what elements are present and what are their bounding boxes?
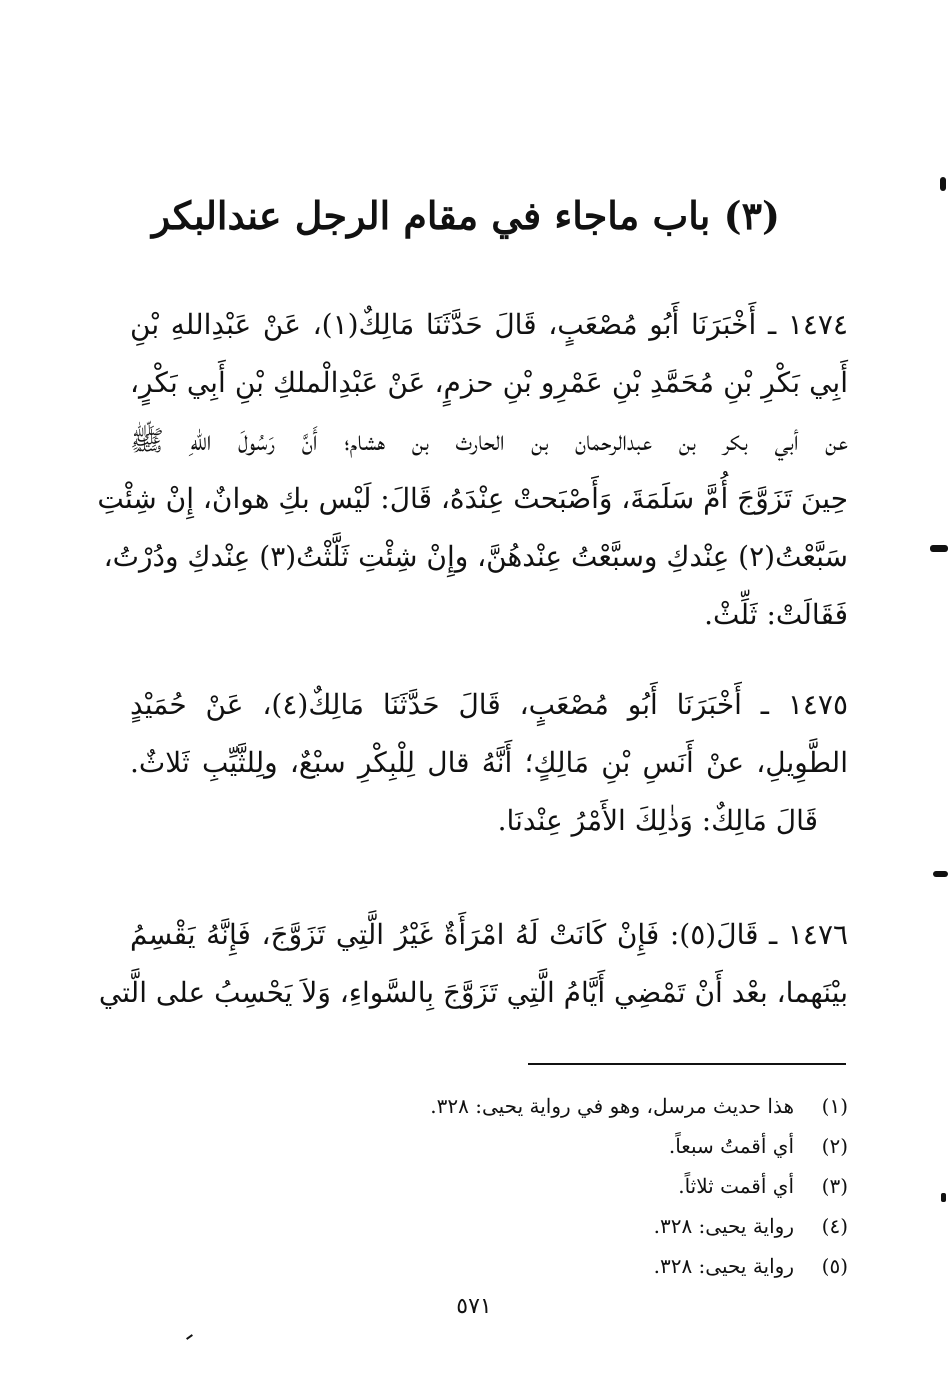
footnote (328, 1166, 848, 1206)
text-line: فَقَالَتْ: ثَلِّثْ. (704, 598, 848, 631)
footnote-text: أي أقمت ثلاثاً. (678, 1174, 794, 1198)
footnote-number: (٤) (821, 1214, 848, 1238)
text-line: عن أبي بكر بن عبدالرحمان بن الحارث بن هشام؛ أَنَّ رَسُولَ اللهِ ﷺ (130, 424, 848, 457)
hadith-1475 (130, 676, 848, 850)
footnote-number: (١) (821, 1094, 848, 1118)
page-number: ٥٧١ (456, 1294, 492, 1319)
footnote-text: رواية يحيى: ٣٢٨. (653, 1214, 794, 1238)
footnote (328, 1206, 848, 1246)
footnote-text: هذا حديث مرسل، وهو في رواية يحيى: ٣٢٨. (430, 1094, 794, 1118)
footnote-number: (٣) (821, 1174, 848, 1198)
scan-mark (940, 177, 946, 191)
text-line: ١٤٧٥ ـ أَخْبَرَنَا أَبُو مُصْعَبٍ، قَالَ حَدَّثَنَا مَالِكٌ(٤)، عَنْ حُمَيْدٍ (130, 688, 848, 721)
text-line: ١٤٧٤ ـ أَخْبَرَنَا أَبُو مُصْعَبٍ، قَالَ حَدَّثَنَا مَالِكٌ(١)، عَنْ عَبْدِاللهِ بْنِ (130, 308, 848, 341)
chapter-title: (٣) باب ماجاء في مقام الرجل عندالبكر (151, 193, 780, 238)
footnote (328, 1086, 848, 1126)
footnote-divider (528, 1063, 846, 1065)
hadith-1474 (97, 296, 848, 644)
text-line: بيْنَهما، بعْد أَنْ تَمْضِي أَيَّامُ الَّتِي تَزَوَّجَ بِالسَّواءِ، وَلاَ يَحْسِبُ على الَّتي (98, 976, 848, 1009)
text-line: الطَّوِيلِ، عنْ أَنَسِ بْنِ مَالِكٍ؛ أَنَّهُ قال لِلْبِكْرِ سبْعٌ، ولِلثَّيِّبِ ثَلاثٌ. (130, 746, 848, 779)
scan-mark (930, 545, 948, 552)
text-line: سَبَّعْتُ(٢) عِنْدكِ وسبَّعْتُ عِنْدهُنَّ، وإِنْ شِئْتِ ثَلَّثْتُ(٣) عِنْدكِ ودُرْتُ، (103, 540, 848, 573)
hadith-1476 (98, 906, 849, 1022)
footnote-text: رواية يحيى: ٣٢٨. (653, 1254, 794, 1278)
footnote-number: (٢) (821, 1134, 848, 1158)
footnote-text: أي أقمتُ سبعاً. (668, 1134, 794, 1158)
text-line: ١٤٧٦ ـ قَالَ(٥): فَإِنْ كَانَتْ لَهُ امْرَأَةٌ غَيْرُ الَّتِي تَزَوَّجَ، فَإِنَّهُ يَقْسِمُ (130, 918, 849, 951)
footnotes (328, 1086, 848, 1286)
text-line: قَالَ مَالِكٌ: وَذٰلِكَ الأَمْرُ عِنْدنَا. (497, 804, 818, 837)
text-line: حِينَ تَزَوَّجَ أُمَّ سَلَمَةَ، وَأَصْبَحتْ عِنْدَهُ، قَالَ: لَيْس بكِ هوانٌ، إِنْ شِئْتِ (97, 482, 848, 515)
footnote-number: (٥) (821, 1254, 848, 1278)
scan-mark (933, 871, 948, 877)
scan-mark (941, 1193, 946, 1202)
footnote (328, 1246, 848, 1286)
scan-mark (186, 1334, 193, 1340)
footnote (328, 1126, 848, 1166)
text-line: أَبِي بَكْرِ بْنِ مُحَمَّدِ بْنِ عَمْرِو بْنِ حزمٍ، عَنْ عَبْدِالْملكِ بْنِ أَبِي بَكْرٍ، (130, 366, 848, 399)
